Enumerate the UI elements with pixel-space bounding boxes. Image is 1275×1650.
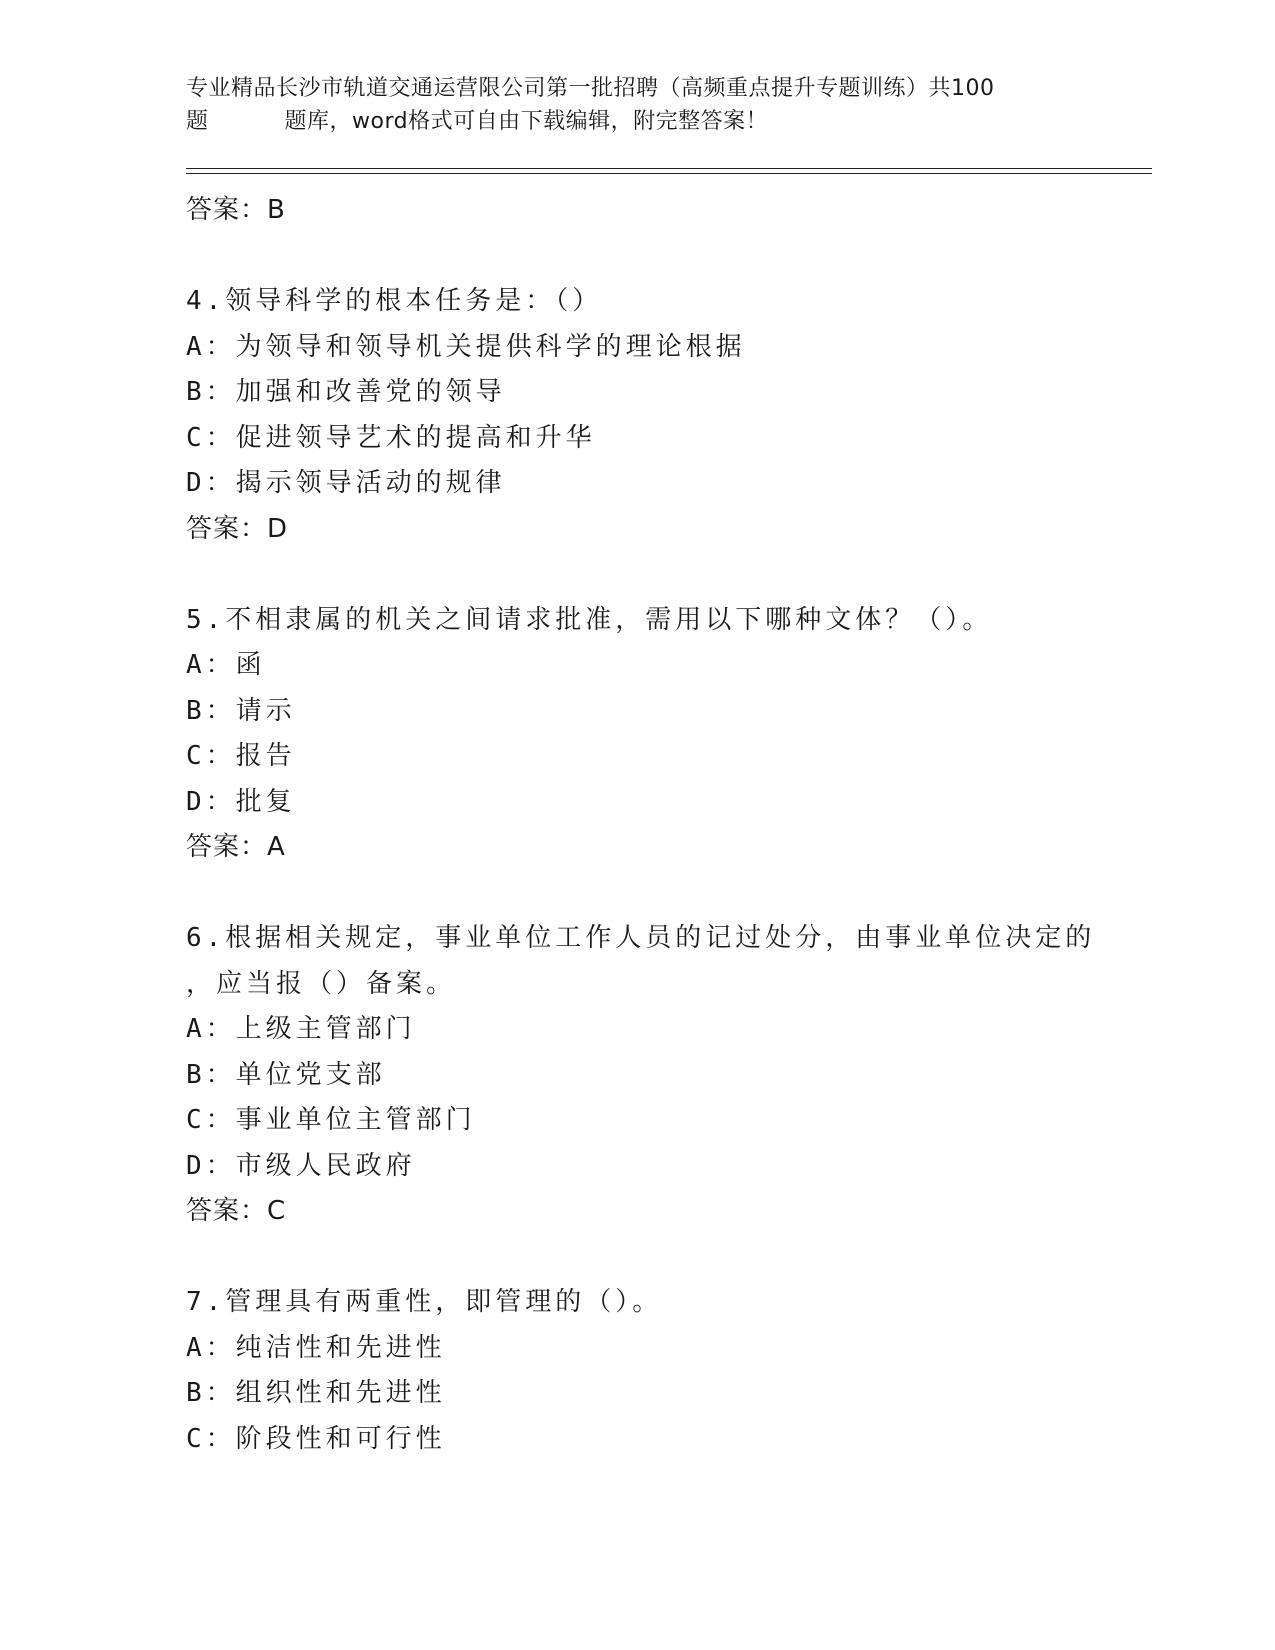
header-rule-bottom (186, 173, 1152, 174)
option-d: D：揭示领导活动的规律 (186, 468, 506, 498)
option-a: A：函 (186, 650, 266, 680)
question-stem: 4.领导科学的根本任务是：（） (186, 286, 603, 316)
option-b: B：单位党支部 (186, 1059, 386, 1090)
header-line2-rest: 题库，word格式可自由下载编辑，附完整答案！ (284, 109, 769, 134)
question-block (186, 598, 1152, 871)
option-a: A：上级主管部门 (186, 1014, 416, 1044)
option-b: B：组织性和先进性 (186, 1378, 446, 1408)
option-b: B：请示 (186, 695, 296, 726)
header-line2-start: 题 (186, 109, 209, 134)
answer-line: 答案：C (186, 1196, 287, 1226)
question-stem: 6.根据相关规定，事业单位工作人员的记过处分，由事业单位决定的 (186, 923, 1096, 953)
question-block (186, 916, 1152, 1235)
option-b: B：加强和改善党的领导 (186, 377, 506, 407)
option-d: D：市级人民政府 (186, 1150, 416, 1181)
header-title-line1: 专业精品长沙市轨道交通运营限公司第一批招聘（高频重点提升专题训练）共100 (186, 76, 995, 101)
question-list (186, 188, 1152, 1462)
question-stem-continued: ，应当报（）备案。 (186, 968, 457, 999)
header-title-line2 (186, 105, 1086, 138)
option-c: C：报告 (186, 741, 296, 771)
option-a: A：为领导和领导机关提供科学的理论根据 (186, 331, 746, 362)
option-c: C：事业单位主管部门 (186, 1105, 476, 1135)
option-c: C：促进领导艺术的提高和升华 (186, 422, 596, 453)
answer-line: 答案：D (186, 513, 289, 544)
answer-line: 答案：A (186, 832, 286, 862)
option-c: C：阶段性和可行性 (186, 1423, 446, 1454)
answer-line: 答案：B (186, 195, 286, 225)
document-header (186, 72, 1086, 138)
option-d: D：批复 (186, 786, 296, 817)
header-rule-top (186, 168, 1152, 169)
question-block (186, 1280, 1152, 1462)
question-stem: 7.管理具有两重性，即管理的（）。 (186, 1287, 663, 1317)
option-a: A：纯洁性和先进性 (186, 1332, 446, 1363)
question-stem: 5.不相隶属的机关之间请求批准，需用以下哪种文体？（）。 (186, 604, 993, 635)
question-block (186, 279, 1152, 552)
